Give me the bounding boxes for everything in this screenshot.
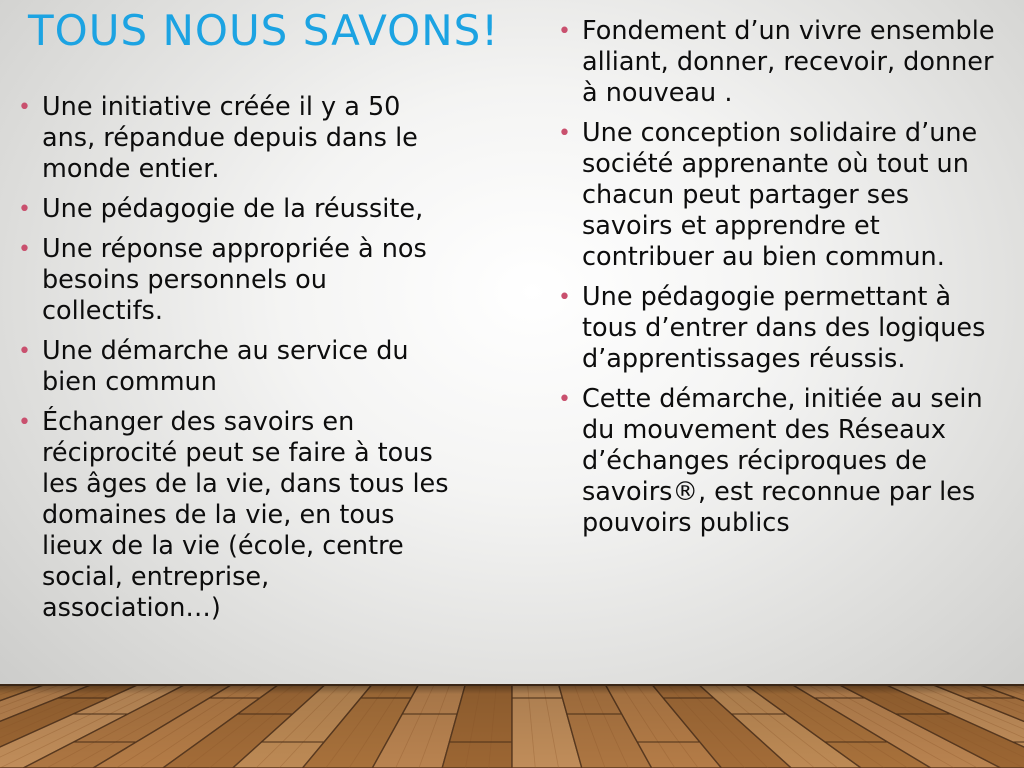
bullet-icon: •	[18, 95, 31, 120]
left-bullet-list	[14, 92, 454, 633]
bullet-icon: •	[558, 285, 571, 310]
list-item	[14, 407, 454, 624]
list-item-text: Une démarche au service du bien commun	[42, 336, 409, 397]
bullet-icon: •	[558, 19, 571, 44]
list-item	[554, 282, 1004, 375]
list-item	[554, 384, 1004, 539]
right-bullet-list	[554, 16, 1004, 548]
list-item	[554, 16, 1004, 109]
list-item-text: Cette démarche, initiée au sein du mouvement des Réseaux d’échanges réciproques de savoirs®, est reconnue par les pouvoirs publics	[582, 384, 983, 538]
bullet-icon: •	[558, 387, 571, 412]
list-item-text: Une réponse appropriée à nos besoins personnels ou collectifs.	[42, 234, 427, 326]
list-item-text: Une pédagogie permettant à tous d’entrer dans des logiques d’apprentissages réussis.	[582, 282, 986, 374]
list-item-text: Échanger des savoirs en réciprocité peut se faire à tous les âges de la vie, dans tous les domaines de la vie, en tous lieux de la vie (école, centre social, entreprise, association…)	[42, 407, 449, 623]
bullet-icon: •	[18, 197, 31, 222]
bullet-icon: •	[18, 410, 31, 435]
list-item	[14, 336, 454, 398]
bullet-icon: •	[558, 121, 571, 146]
bullet-icon: •	[18, 237, 31, 262]
list-item	[554, 118, 1004, 273]
bullet-icon: •	[18, 339, 31, 364]
list-item-text: Fondement d’un vivre ensemble alliant, donner, recevoir, donner à nouveau .	[582, 16, 995, 108]
list-item-text: Une initiative créée il y a 50 ans, répandue depuis dans le monde entier.	[42, 92, 418, 184]
list-item	[14, 92, 454, 185]
slide-title: TOUS NOUS SAVONS!	[28, 6, 500, 55]
list-item-text: Une conception solidaire d’une société apprenante où tout un chacun peut partager ses savoirs et apprendre et contribuer au bien commun.	[582, 118, 978, 272]
wooden-floor-image	[0, 684, 1024, 768]
list-item	[14, 194, 454, 225]
list-item-text: Une pédagogie de la réussite,	[42, 194, 424, 224]
list-item	[14, 234, 454, 327]
